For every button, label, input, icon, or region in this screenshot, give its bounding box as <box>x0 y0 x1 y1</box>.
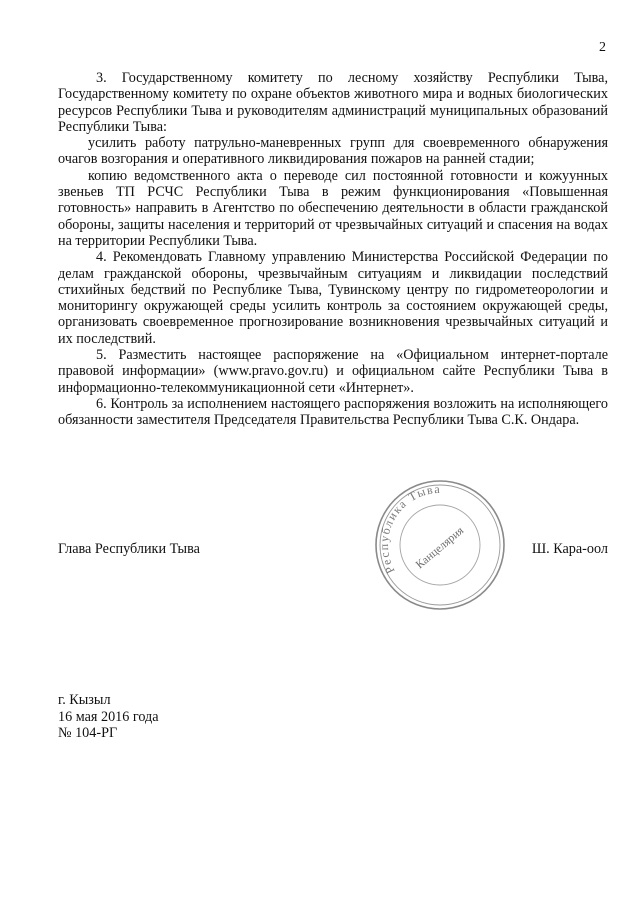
document-body <box>58 70 608 429</box>
stamp-outer-text: Республика Тыва <box>376 481 442 576</box>
page-number: 2 <box>599 40 606 55</box>
signatory-position: Глава Республики Тыва <box>58 541 200 557</box>
official-stamp <box>373 478 507 612</box>
stamp-inner-text: Канцелярия <box>413 524 467 572</box>
paragraph-3-item-1: усилить работу патрульно-маневренных групп для своевременного обнаружения очагов возгорания и оперативного ликвидирования пожаров на ранней стадии; <box>58 135 608 168</box>
paragraph-3: 3. Государственному комитету по лесному хозяйству Республики Тыва, Государственному комитету по охране объектов животного мира и водных биологических ресурсов Республики Тыва и руководителям администраций муниципальных образований Республики Тыва: <box>58 70 608 135</box>
paragraph-5: 5. Разместить настоящее распоряжение на «Официальном интернет-портале правовой информации» (www.pravo.gov.ru) и официальном сайте Республики Тыва в информационно-телекоммуникационной сети «Интернет». <box>58 347 608 396</box>
footer-city: г. Кызыл <box>58 692 111 708</box>
footer-number: № 104-РГ <box>58 725 118 741</box>
paragraph-6: 6. Контроль за исполнением настоящего распоряжения возложить на исполняющего обязанности заместителя Председателя Правительства Республики Тыва С.К. Ондара. <box>58 395 608 429</box>
footer-date: 16 мая 2016 года <box>58 708 159 725</box>
paragraph-3-item-2: копию ведомственного акта о переводе сил постоянной готовности и кожуунных звеньев ТП РСЧС Республики Тыва в режим функционирования «Повышенная готовность» направить в Агентство по обеспечению деятельности в области гражданской обороны, защиты населения и территорий от чрезвычайных ситуаций и спасения на водах на территории Республики Тыва. <box>58 167 608 249</box>
document-footer <box>58 692 159 742</box>
signatory-name: Ш. Кара-оол <box>531 541 608 557</box>
paragraph-4: 4. Рекомендовать Главному управлению Министерства Российской Федерации по делам гражданской обороны, чрезвычайным ситуациям и ликвидации последствий стихийных бедствий по Республике Тыва, Тувинскому центру по гидрометеорологии и мониторингу окружающей среды усилить контроль за состоянием окружающей среды, организовать своевременное прогнозирование возникновения чрезвычайных ситуаций и их последствий. <box>58 249 608 347</box>
